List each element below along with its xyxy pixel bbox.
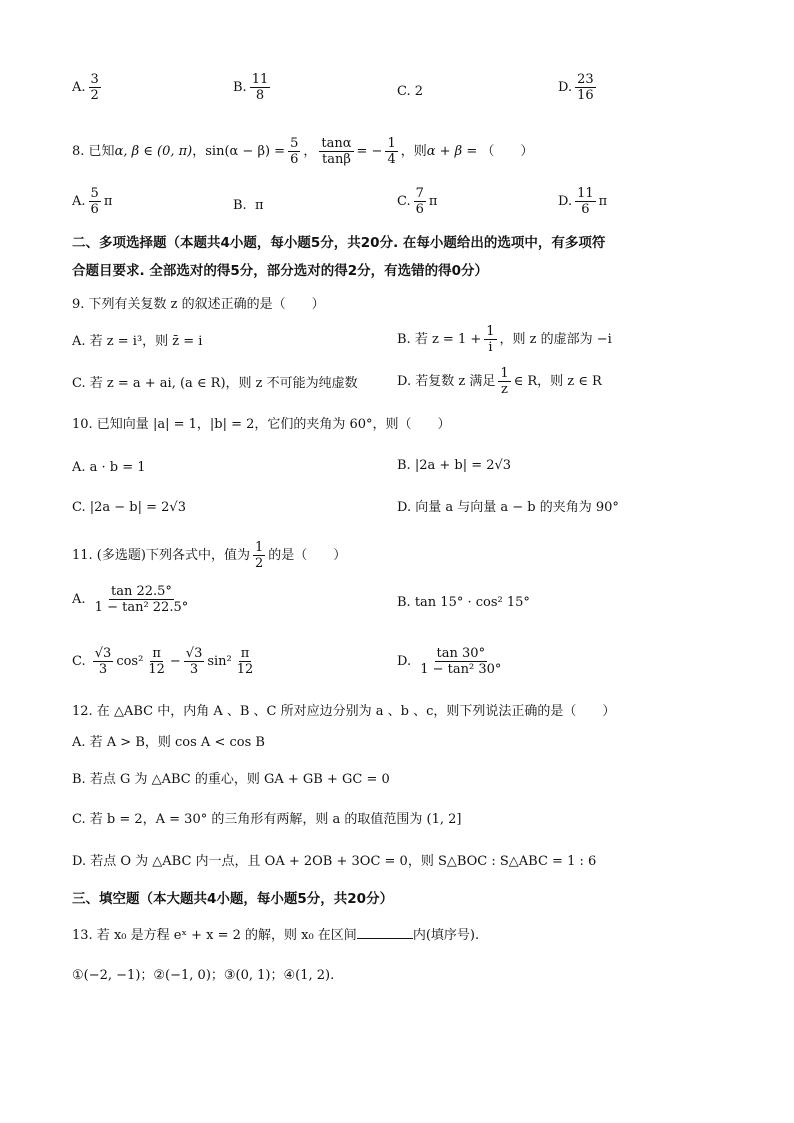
q7-option-c: C. 2	[397, 84, 424, 99]
q12-option-c: C. 若 b = 2，A = 30° 的三角形有两解，则 a 的取值范围为 (1, 2]	[72, 812, 462, 827]
q9-stem: 9. 下列有关复数 z 的叙述正确的是（ ）	[72, 297, 325, 312]
q11-stem: 11. (多选题)下列各式中，值为 $\frac{1}{2}$ 的是（ ）	[72, 540, 347, 571]
q8-option-b: B. π	[233, 198, 264, 213]
q11-option-d: D. $\frac{\tan 30^\circ}{\text{1 − tan² 30°}}$	[397, 646, 502, 677]
q9-option-b: B. 若 z = 1 + $\frac{1}{i}$ ，则 z 的虚部为 −i	[397, 324, 612, 355]
q8-stem: 8. 已知 α, β ∈ (0, π) ， sin(α − β) = $\frac{5}{6}$ ， $\frac{\tan\alpha}{\tan\beta}$ = − $\frac{1}{4}$ ，则 α + β = （ ）	[72, 136, 534, 167]
q7-d-fraction: $\frac{23}{16}$	[577, 72, 594, 103]
q7-a-fraction: $\frac{3}{2}$	[90, 72, 99, 103]
section3-heading: 三、填空题（本大题共4小题，每小题5分，共20分）	[72, 891, 394, 907]
section2-heading-line1: 二、多项选择题（本题共4小题，每小题5分，共20分. 在每小题给出的选项中，有多项符	[72, 235, 606, 251]
q12-option-b: B. 若点 G 为 △ABC 的重心，则 GA + GB + GC = 0	[72, 772, 390, 787]
q13-choices: ①(−2, −1)；②(−1, 0)；③(0, 1)；④(1, 2).	[72, 968, 335, 983]
q12-option-d: D. 若点 O 为 △ABC 内一点，且 OA + 2OB + 3OC = 0，则 S△BOC : S△ABC = 1 : 6	[72, 854, 597, 869]
q8-option-c: C. $\frac{7}{6}$ π	[397, 186, 438, 217]
q11-option-b: B. tan 15° · cos² 15°	[397, 595, 530, 610]
q7-option-b: B. $\frac{11}{8}$	[233, 72, 269, 103]
q11-option-a: A. $\frac{\tan 22.5^\circ}{\text{1 − tan² 22.5°}}$	[72, 584, 189, 615]
q12-option-a: A. 若 A > B，则 cos A < cos B	[72, 735, 265, 750]
section2-heading-line2: 合题目要求. 全部选对的得5分，部分选对的得2分，有选错的得0分）	[72, 263, 489, 279]
q7-option-a: A. $\frac{3}{2}$	[72, 72, 99, 103]
q7-option-d: D. $\frac{23}{16}$	[558, 72, 594, 103]
q13-stem: 13. 若 x₀ 是方程 eˣ + x = 2 的解，则 x₀ 在区间 内(填序号).	[72, 928, 480, 943]
q10-option-c: C. |2a − b| = 2√3	[72, 500, 186, 515]
q13-answer-blank	[357, 926, 413, 939]
q7-b-fraction: $\frac{11}{8}$	[251, 72, 269, 103]
q12-stem: 12. 在 △ABC 中，内角 A 、B 、C 所对应边分别为 a 、b 、c，则下列说法正确的是（ ）	[72, 704, 616, 719]
q9-option-d: D. 若复数 z 满足 $\frac{1}{z}$ ∈ R，则 z ∈ R	[397, 366, 602, 397]
q10-option-d: D. 向量 a 与向量 a − b 的夹角为 90°	[397, 500, 619, 515]
q8-option-a: A. $\frac{5}{6}$ π	[72, 186, 113, 217]
q11-option-c: C. $\frac{√3}{3}$ cos² $\frac{\pi}{12}$ − $\frac{√3}{3}$ sin² $\frac{\pi}{12}$	[72, 646, 254, 677]
q10-option-a: A. a · b = 1	[72, 460, 146, 475]
q8-option-d: D. $\frac{11}{6}$ π	[558, 186, 608, 217]
q9-option-a: A. 若 z = i³，则 z̄ = i	[72, 334, 203, 349]
q10-stem: 10. 已知向量 |a| = 1，|b| = 2，它们的夹角为 60°，则（ ）	[72, 417, 451, 432]
q10-option-b: B. |2a + b| = 2√3	[397, 458, 512, 473]
q9-option-c: C. 若 z = a + ai, (a ∈ R)，则 z 不可能为纯虚数	[72, 376, 358, 391]
